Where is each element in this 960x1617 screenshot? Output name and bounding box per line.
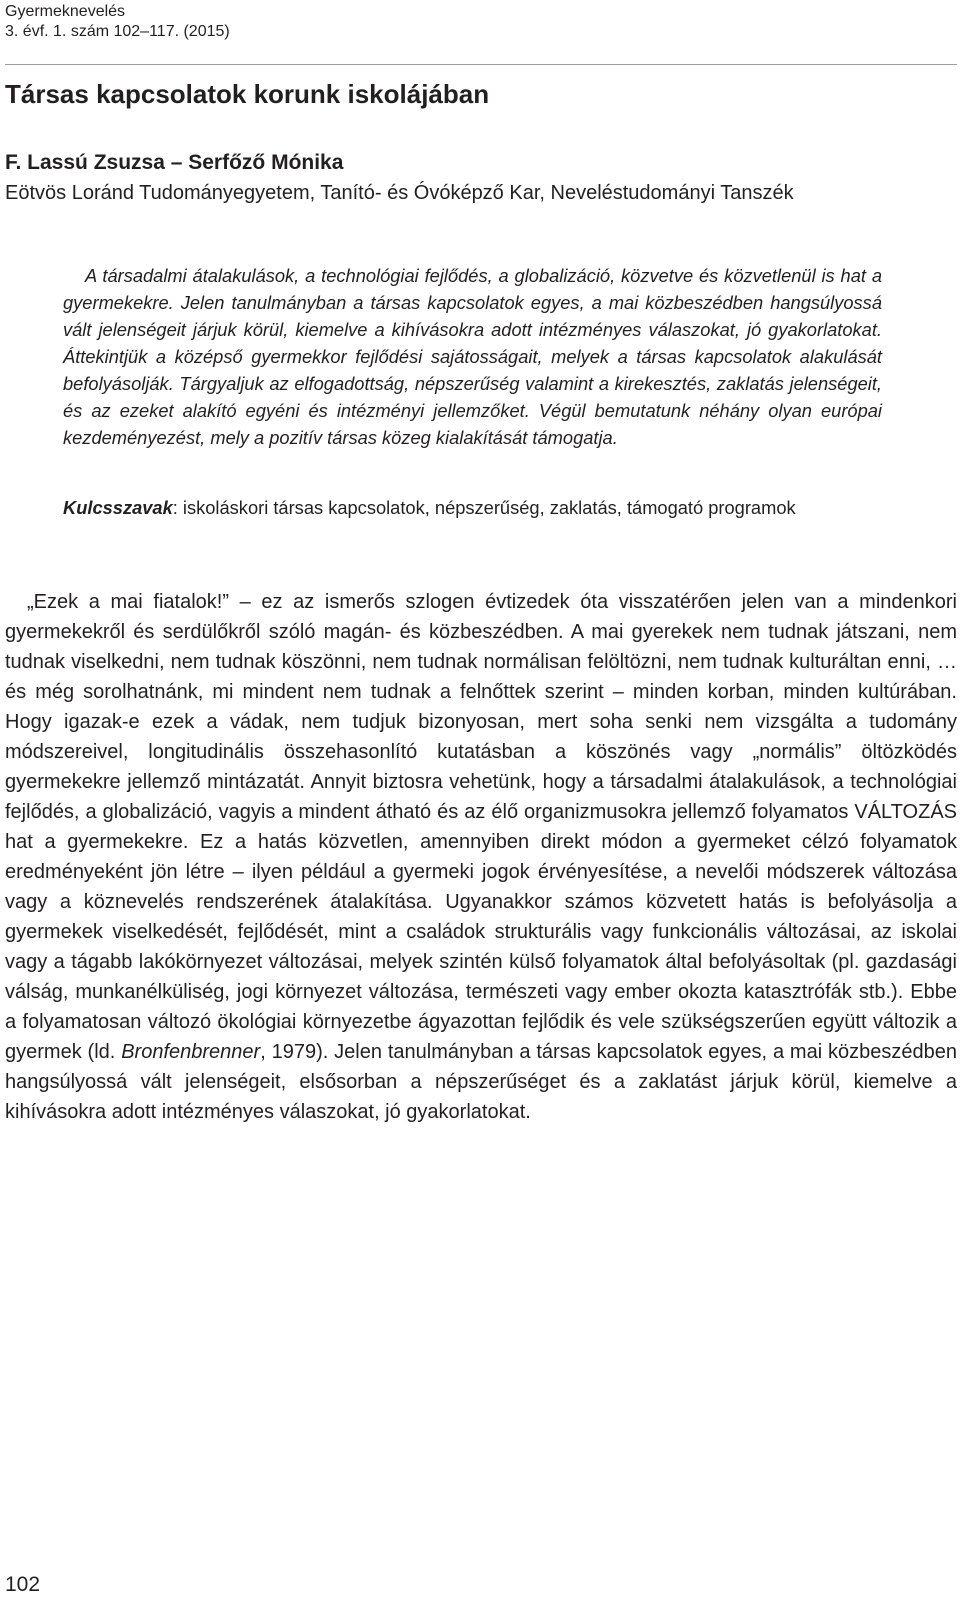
body-paragraph [5, 587, 957, 1127]
journal-issue: 3. évf. 1. szám 102–117. (2015) [5, 23, 230, 40]
article-authors: F. Lassú Zsuzsa – Serfőző Mónika [5, 151, 344, 174]
keywords-text: : iskoláskori társas kapcsolatok, népszerűség, zaklatás, támogató programok [172, 497, 796, 518]
cited-author: Bronfenbrenner [121, 1041, 261, 1063]
body-text-part-2: , 1979). Jelen tanulmányban a társas kapcsolatok egyes, a mai közbeszédben hangsúlyossá vált jelenségeit, elsősorban a népszerűséget és a zaklatást járjuk körül, kiemelve a kihívásokra adott intézményes válaszokat, jó gyakorlatokat. [5, 1041, 957, 1123]
article-page [5, 0, 957, 1617]
article-title: Társas kapcsolatok korunk iskolájában [5, 79, 490, 109]
body-text-part-1: „Ezek a mai fiatalok!” – ez az ismerős szlogen évtizedek óta visszatérően jelen van a mindenkori gyermekekről és serdülőkről szóló magán- és közbeszédben. A mai gyerekek nem tudnak játszani, nem tudnak viselkedni, nem tudnak köszönni, nem tudnak normálisan felöltözni, nem tudnak kulturáltan enni, … és még sorolhatnánk, mi mindent nem tudnak a felnőttek szerint – minden korban, minden kultúrában. Hogy igazak-e ezek a vádak, nem tudjuk bizonyosan, mert soha senki nem vizsgálta a tudomány módszereivel, longitudinális összehasonlító kutatásban a köszönés vagy „normális” öltözködés gyermekekre jellemző mintázatát. Annyit biztosra vehetünk, hogy a társadalmi átalakulások, a technológiai fejlődés, a globalizáció, vagyis a mindent átható és az élő organizmusokra jellemző folyamatos VÁLTOZÁS hat a gyermekekre. Ez a hatás közvetlen, amennyiben direkt módon a gyermeket célzó folyamatok eredményeként jön létre – ilyen például a gyermeki jogok érvényesítése, a nevelői módszerek változása vagy a köznevelés rendszerének átalakítása. Ugyanakkor számos közvetett hatás is befolyásolja a gyermekek viselkedését, fejlődését, mint a családok strukturális vagy funkcionális változásai, az iskolai vagy a tágabb lakókörnyezet változásai, melyek szintén külső folyamatok által befolyásoltak (pl. gazdasági válság, munkanélküliség, jogi környezet változása, természeti vagy ember okozta katasztrófák stb.). Ebbe a folyamatosan változó ökológiai környezetbe ágyazottan fejlődik és vele szükségszerűen együtt változik a gyermek (ld. [5, 591, 957, 1063]
journal-name: Gyermeknevelés [5, 3, 126, 20]
abstract: A társadalmi átalakulások, a technológiai fejlődés, a globalizáció, közvetve és közvetlenül is hat a gyermekekre. Jelen tanulmányban a társas kapcsolatok egyes, a mai közbeszédben hangsúlyossá vált jelenségeit járjuk körül, kiemelve a kihívásokra adott intézményes válaszokat, jó gyakorlatokat. Áttekintjük a középső gyermekkor fejlődési sajátosságait, melyek a társas kapcsolatok alakulását befolyásolják. Tárgyaljuk az elfogadottság, népszerűség valamint a kirekesztés, zaklatás jelenségeit, és az ezeket alakító egyéni és intézményi jellemzőket. Végül bemutatunk néhány olyan európai kezdeményezést, mely a pozitív társas közeg kialakítását támogatja. [63, 265, 882, 448]
header-rule [5, 64, 957, 65]
keywords-label: Kulcsszavak [63, 497, 173, 518]
keywords [63, 494, 882, 521]
author-affiliation: Eötvös Loránd Tudományegyetem, Tanító- és Óvóképző Kar, Neveléstudományi Tanszék [5, 182, 794, 204]
journal-header [5, 2, 230, 42]
page-number: 102 [5, 1573, 41, 1596]
